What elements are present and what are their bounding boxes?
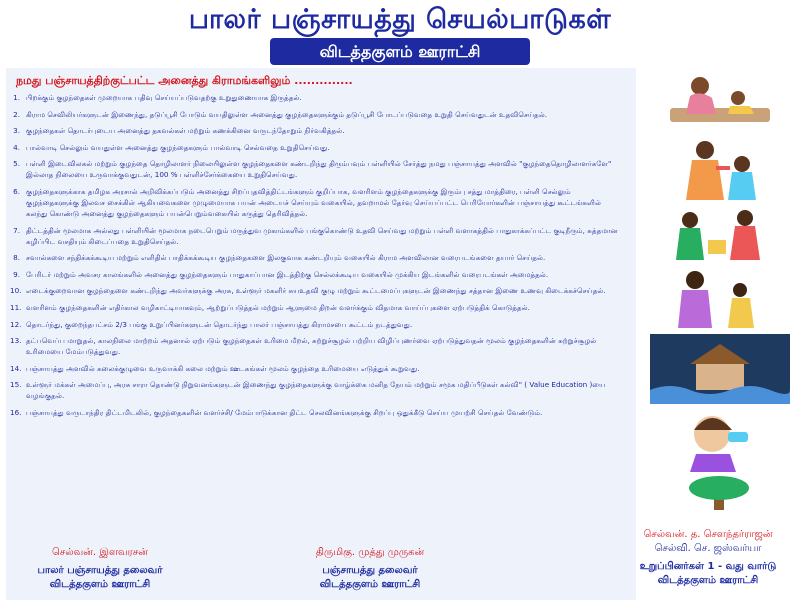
item-text: தட்பவெப்ப மாறுதல், காலநிலை மாற்றம் அதனால் ஏற்படும் குழந்தைகள் உரிமை மீறல், சுற்றுச்சூழல் பற்றிய விழிப்புணர்வை ஏற்படுத்துவதன் மூலம் குழந்தைகளின் சுற்றுச்சூழல் உரிமையை மேம்படுத்துவது.: [26, 336, 597, 357]
item-number: 4.: [13, 142, 20, 152]
list-item: [10, 407, 624, 418]
item-number: 2.: [13, 109, 20, 119]
item-text: பள்ளி இடைவிலகல் மற்றும் குழந்தை தொழிலாளர் நிலையிலுள்ள குழந்தைகளை கண்டறிந்து திரும்பவும் பள்ளியில் சேர்த்து நமது பஞ்சாயத்து அளவில் "குழந்தைதொழிலாளர்களே" இல்லாத நிலையை உருவாக்குவதுடன், 100 % பள்ளிச்சேர்க்கையை உறுதிசெய்வது.: [26, 159, 612, 180]
tree-illustration: [650, 474, 790, 510]
item-text: பஞ்சாயத்து வருடாந்திர திட்டமிடலில், குழந்தைகளின் வளர்ச்சி/ மேம்பாடுக்கான திட்ட செலவினங்களுக்கு சிறப்பு ஒதுக்கீடு செய்ய முயற்சி செய்தல் வேண்டும்.: [26, 407, 543, 417]
item-number: 15.: [10, 380, 22, 390]
signatory-name: திருமிகு. முத்து முருகன்: [315, 547, 425, 558]
activity-list: [10, 92, 624, 424]
children-play-illustration: [650, 206, 790, 264]
item-number: 8.: [13, 253, 20, 263]
signatory-role: பாலர் பஞ்சாயத்து தலைவர்: [37, 565, 163, 576]
item-text: குழந்தைகள் தொடர்புடைய அனைத்து தகவல்கள் மற்றும் கணக்கினை வருடந்தோறும் நிர்வகித்தல்.: [26, 126, 345, 136]
mother-child-illustration: [650, 68, 790, 134]
item-text: பேரிடர் மற்றும் அவசர காலங்களில் அனைத்து குழந்தைகளும் பாதுகாப்பான இடத்திற்கு செல்லக்கூடிய வகையில் முக்கிய இடங்களில் வரைபடங்கள் அமைத்தல்.: [26, 269, 549, 279]
list-item: [10, 379, 624, 401]
item-text: உள்ளூர் மக்கள் அமைப்பு, அரசு சாரா தொண்டு நிறுவனங்களுடன் இணைந்து குழந்தைகளுக்கு வாழ்க்கை மனித நேயம் மற்றும் சமூக மதிப்பீடுகள் கல்வி" ( Value Education )யை வழங்குதல்.: [26, 380, 606, 401]
signatory-name: செல்வன். த. சௌந்தர்ராஜன்: [643, 529, 773, 540]
header: [0, 0, 800, 68]
item-number: 9.: [13, 269, 20, 279]
item-number: 12.: [10, 319, 22, 329]
item-number: 10.: [10, 286, 22, 296]
flood-house-illustration: [650, 334, 790, 404]
signatory-role: உறுப்பினர்கள் 1 - வது வார்டு: [639, 561, 777, 572]
signatory-name-second: செல்வி. செ. ஜஸ்வர்யா: [654, 543, 762, 554]
item-number: 16.: [10, 407, 22, 417]
item-text: சவால்களை சந்திக்கக்கூடிய மற்றும் எளிதில் பாதிக்கக்கூடிய குழந்தைகளை இலகுவாக கண்டறியும் வகையில் கிராம அளவிலான வரைபடங்களை தயார் செய்தல்.: [26, 253, 546, 263]
list-item: [10, 285, 624, 296]
item-text: குழந்தைகளுக்காக தமிழக அரசால் அறிவிக்கப்படும் அனைத்து சிறப்புதவித்திட்டங்களும் குறிப்பாக, வளரிளம் குழந்தைகளுக்கு இரும்பு சத்து மாத்திரை, பள்ளி செல்லும் குழந்தைகளுக்கு இலவச சைக்கிள் ஆகியவைகளை முழுமையாக பயன் அடையச் செய்யும் வகையில், தவறாமல் தேர்வு செய்யப்பட்ட பெரியோர்களின் பஞ்சாயத்து கூட்டங்களில் கலந்து கொண்டு அனைத்து குழந்தைகளும் பயன்பெறும்வகையில் கருத்து தெரிவித்தல்.: [26, 186, 601, 218]
list-item: [10, 92, 624, 103]
item-text: தொடர்ந்து, குறைந்தபட்சம் 2/3 பங்கு உறுப்பினர்களுடன் தொடர்ந்து பாலர் பஞ்சாயத்து கிராமசபை கூட்டம் நடத்துவது.: [26, 319, 413, 329]
list-item: [10, 302, 624, 313]
health-worker-illustration: [650, 136, 790, 204]
page-title: பாலர் பஞ்சாயத்து செயல்பாடுகள்: [188, 4, 612, 35]
list-item: [10, 319, 624, 330]
list-item: [10, 252, 624, 263]
item-number: 5.: [13, 159, 20, 169]
family-illustration: [650, 266, 790, 332]
list-item: [10, 225, 624, 247]
signatory-role: பஞ்சாயத்து தலைவர்: [322, 565, 418, 576]
list-item: [10, 142, 624, 153]
item-number: 7.: [13, 225, 20, 235]
item-text: வளரிளம் குழந்தைகளின் எதிர்கால வழிகாட்டியாகவும், ஆற்றுப்படுத்தல் மற்றும் ஆளுமை திறன் வளர்க்கும் விதமாக வாய்ப்புகளை ஏற்படுத்திக் கொடுத்தல்.: [26, 302, 530, 312]
item-text: எடைக்குறைவான குழந்தைளை கண்டறிந்து அவர்களுக்கு அரசு, உள்ளூர் மகளிர் சுயஉதவி குழு மற்றும் கூட்டமைப்புகளுடன் இணைந்து சத்தான இணை உணவு கிடைக்கச்செய்தல்.: [26, 286, 606, 296]
list-item: [10, 125, 624, 136]
signature-youth-leader: [10, 546, 190, 592]
item-number: 11.: [10, 302, 22, 312]
item-text: பால்வாடி செல்லும் வயதுள்ள அனைத்து குழந்தைகளும் பால்வாடி செல்வதை உறுதிசெய்வது.: [26, 142, 330, 152]
item-number: 14.: [10, 363, 22, 373]
page-subtitle: விடத்தகுளம் ஊராட்சி: [270, 38, 530, 65]
intro-heading: நமது பஞ்சாயத்திற்குட்பட்ட அனைத்து கிராமங்களிலும் ..............: [16, 74, 353, 87]
item-number: 13.: [10, 336, 22, 346]
item-text: பிறக்கும் குழந்தைகள் முறையாக பதிவு செய்யப்படுவதற்கு உறுதுணையாக இருத்தல்.: [26, 93, 302, 102]
signatory-name: செல்வன். இளவரசன்: [52, 547, 148, 558]
signature-panchayat-president: [270, 546, 470, 592]
girl-drinking-illustration: [650, 406, 790, 472]
list-item: [10, 158, 624, 180]
item-text: கிராம செவிலியர்களுடன் இணைந்து, தடுப்பூசி போடும் வயதிலுள்ள அனைத்து குழந்தைகளுக்கும் தடுப்பூசி போடப்படுவதை உறுதி செய்வதுடன் உதவிசெய்தல்.: [26, 109, 548, 119]
item-number: 6.: [13, 186, 20, 196]
signatory-location: விடத்தகுளம் ஊராட்சி: [49, 579, 151, 590]
signature-ward-members: [616, 528, 800, 588]
list-item: [10, 186, 624, 219]
list-item: [10, 363, 624, 374]
list-item: [10, 269, 624, 280]
item-number: 3.: [13, 126, 20, 136]
list-item: [10, 109, 624, 120]
item-text: பஞ்சாயத்து அளவில் கலைக்குழுவை உருவாக்கி கலை மற்றும் ஊடகங்கள் மூலம் குழந்தை உரிமையை எடுத்துக் கூறுவது.: [26, 363, 420, 373]
signatory-location: விடத்தகுளம் ஊராட்சி: [657, 575, 759, 586]
signatory-location: விடத்தகுளம் ஊராட்சி: [319, 579, 421, 590]
list-item: [10, 335, 624, 357]
item-number: 1.: [13, 93, 20, 102]
item-text: திட்டத்தின் மூலமாக அல்லது பள்ளியின் மூலமாக நடைபெறும் மருத்துவ முகாம்களில் பங்குகொண்டு உதவி செய்வது மற்றும் பள்ளி வளாகத்தில் பாதுகாக்கப்பட்ட குடிநீரும், சுத்தமான கழிப்பிட வசதியும் கிடைப்பதை உறுதிசெய்தல்.: [26, 225, 618, 246]
